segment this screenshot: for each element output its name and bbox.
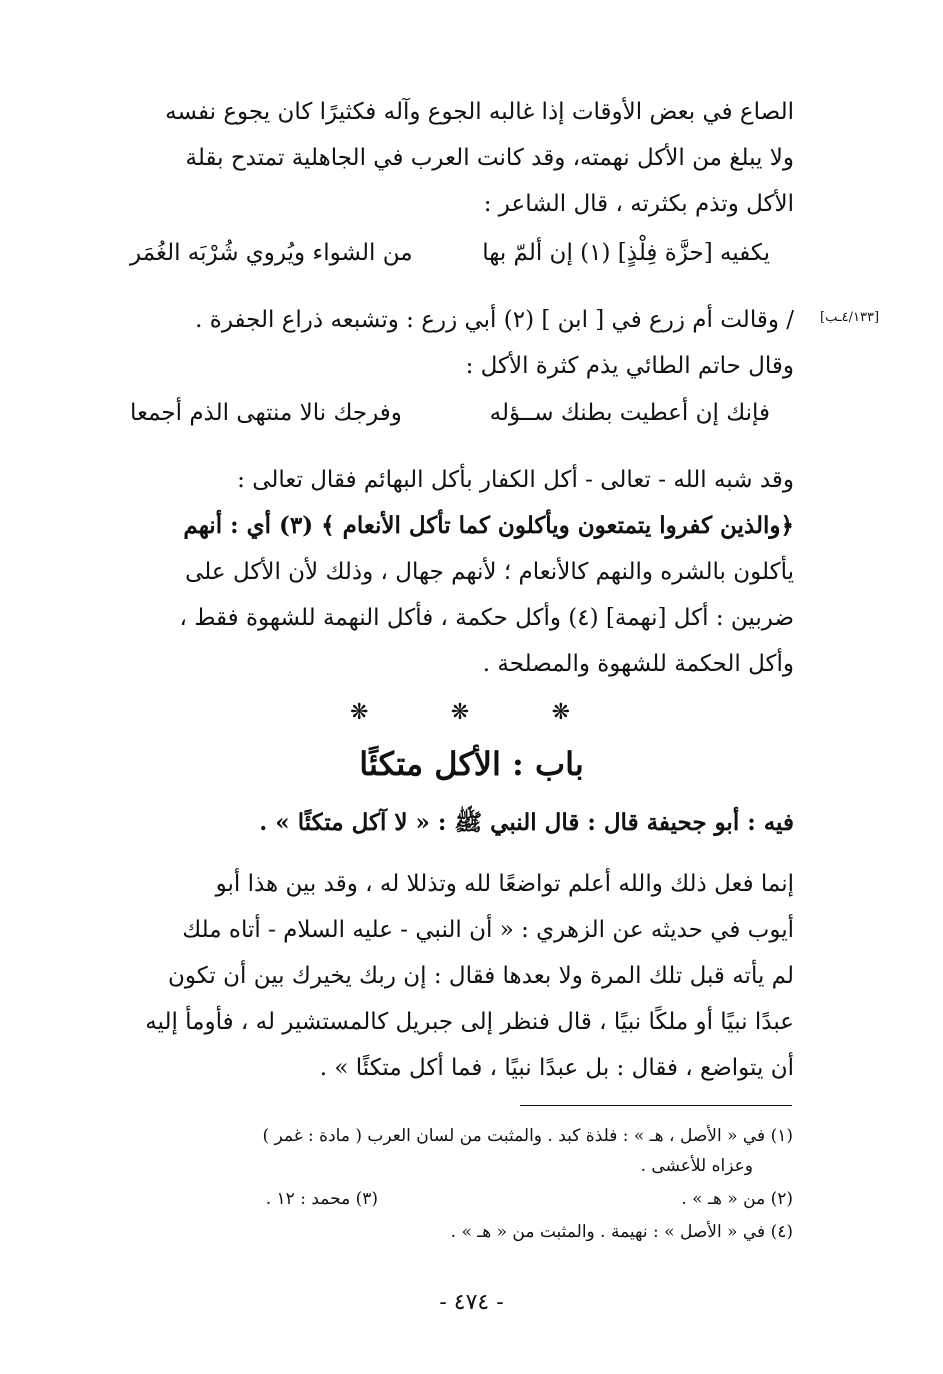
footnote-1: (١) في « الأصل ، هـ » : فلذة كبد . والمثبت من لسان العرب ( مادة : غمر ): [262, 1126, 793, 1146]
paragraph-1: [108, 90, 794, 222]
verse-hemistich-first: فإنك إن أعطيت بطنك ســؤله: [489, 400, 770, 426]
paragraph-4: [108, 862, 794, 1090]
footnote-divider: [520, 1105, 792, 1106]
text-line: إنما فعل ذلك والله أعلم تواضعًا لله وتذللا له ، وقد بين هذا أبو: [215, 871, 794, 897]
verse-hemistich-second: وفرجك نالا منتهى الذم أجمعا: [130, 400, 402, 426]
section-separator: [350, 700, 570, 725]
text-line: الأكل وتذم بكثرته ، قال الشاعر :: [483, 191, 794, 217]
poem-verse-2: [130, 400, 770, 444]
paragraph-2: [108, 298, 794, 388]
paragraph-3: [108, 458, 794, 686]
text-line: عبدًا نبيًا أو ملكًا نبيًا ، قال فنظر إلى جبريل كالمستشير له ، فأومأ إليه: [145, 1009, 794, 1035]
quran-verse-line: ﴿والذين كفروا يتمتعون ويأكلون كما تأكل الأنعام ﴾ (٣) أي : أنهم: [183, 512, 794, 539]
star-ornament-icon: ❋: [350, 700, 369, 725]
text-line: وأكل الحكمة للشهوة والمصلحة .: [482, 651, 794, 677]
verse-hemistich-second: من الشواء ويُروي شُرْبَه الغُمَر: [130, 240, 413, 266]
text-line: وقد شبه الله - تعالى - أكل الكفار بأكل البهائم فقال تعالى :: [237, 467, 794, 493]
footnote-2: (٢) من « هـ » .: [681, 1189, 793, 1209]
manuscript-folio-ref: [٤/١٣٣ـب]: [820, 310, 880, 325]
star-ornament-icon: ❋: [551, 700, 570, 725]
text-line: / وقالت أم زرع في [ ابن ] (٢) أبي زرع : وتشبعه ذراع الجفرة .: [195, 307, 794, 333]
poem-verse-1: [130, 240, 770, 284]
text-line: لم يأته قبل تلك المرة ولا بعدها فقال : إن ربك يخيرك بين أن تكون: [167, 963, 794, 989]
page-number: - ٤٧٤ -: [439, 1290, 504, 1315]
text-line: ضربين : أكل [نهمة] (٤) وأكل حكمة ، فأكل النهمة للشهوة فقط ،: [179, 605, 794, 631]
footnote-4: (٤) في « الأصل » : نهيمة . والمثبت من « هـ » .: [450, 1222, 793, 1242]
text-line: أيوب في حديثه عن الزهري : « أن النبي - عليه السلام - أتاه ملك: [182, 917, 794, 943]
text-line: الصاع في بعض الأوقات إذا غالبه الجوع وآله فكثيرًا كان يجوع نفسه: [165, 99, 794, 125]
verse-hemistich-first: يكفيه [حزَّة فِلْذٍ] (١) إن ألمّ بها: [482, 240, 770, 266]
footnote-3: (٣) محمد : ١٢ .: [265, 1189, 378, 1209]
text-line: ولا يبلغ من الأكل نهمته، وقد كانت العرب في الجاهلية تمتدح بقلة: [185, 145, 794, 171]
chapter-subtitle: فيه : أبو جحيفة قال : قال النبي ﷺ : « لا آكل متكئًا » .: [259, 809, 794, 836]
text-line: أن يتواضع ، فقال : بل عبدًا نبيًا ، فما أكل متكئًا » .: [319, 1055, 794, 1081]
footnote-1-cont: وعزاه للأعشى .: [640, 1156, 753, 1176]
text-line: وقال حاتم الطائي يذم كثرة الأكل :: [465, 353, 794, 379]
text-line: يأكلون بالشره والنهم كالأنعام ؛ لأنهم جهال ، وذلك لأن الأكل على: [185, 559, 794, 585]
star-ornament-icon: ❋: [450, 700, 470, 725]
chapter-title: باب : الأكل متكئًا: [359, 745, 584, 783]
